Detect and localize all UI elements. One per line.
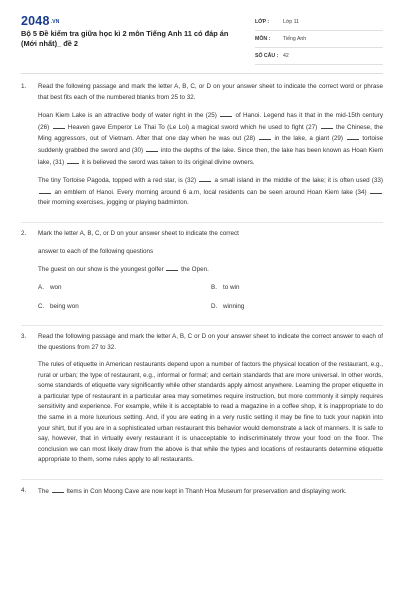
question-4 [21, 486, 383, 505]
question-2 [21, 229, 383, 319]
logo-sub: .VN [50, 18, 60, 25]
question-body [38, 82, 383, 216]
question-number: 2. [21, 229, 27, 237]
stem-text: Items in Con Moong Cave are now kept in Thanh Hoa Museum for preservation and displaying work. [66, 488, 347, 496]
meta-row-subject [255, 31, 383, 48]
answer-blank [347, 133, 359, 140]
question-divider [21, 325, 383, 326]
question-body [38, 229, 383, 319]
answer-blank [220, 110, 232, 117]
answer-blank [166, 264, 178, 271]
passage-text: Hoan Kiem Lake is an attractive body of water right in the (25) [38, 112, 217, 120]
option-text: winning [223, 303, 245, 311]
option-c[interactable] [38, 302, 211, 313]
question-number: 3. [21, 332, 27, 340]
answer-blank [67, 157, 79, 164]
meta-row-count [255, 48, 383, 65]
passage-paragraph-1 [38, 110, 383, 168]
option-letter: D. [211, 303, 218, 311]
answer-blank [39, 187, 51, 194]
stem-text: The guest on our show is the youngest golfer [38, 266, 164, 274]
question-divider [21, 479, 383, 480]
option-d[interactable] [211, 302, 383, 313]
passage-text: the Chinese, the Ming aggressors, out of Vietnam. After that one day when he was out (28) [38, 123, 383, 143]
passage-text: in the lake, a giant (29) [274, 135, 344, 143]
answer-blank [146, 145, 158, 152]
option-letter: C. [38, 303, 45, 311]
document-title: Bộ 5 Đề kiểm tra giữa học kì 2 môn Tiếng Anh 11 có đáp án (Mới nhất)_ đề 2 [21, 29, 229, 48]
answer-blank [370, 187, 382, 194]
option-a[interactable] [38, 283, 211, 294]
passage-text: into the depths of the lake. Since then, the lake has been known as Hoan Kiem lake, (31) [38, 146, 383, 166]
question-3 [21, 332, 383, 473]
meta-table [255, 14, 383, 65]
question-instruction-line-1: Mark the letter A, B, C, or D on your answer sheet to indicate the correct [38, 229, 239, 237]
passage-paragraph-2 [38, 175, 383, 209]
page-header [0, 0, 400, 66]
option-text: being won [50, 303, 79, 311]
question-stem [38, 486, 383, 498]
answer-blank [259, 133, 271, 140]
question-instruction: Read the following passage and mark the letter A, B, C, or D on your answer sheet to indicate the correct word or phrase that best fits each of the numbered blanks from 25 to 32. [38, 83, 383, 101]
meta-value: Lớp 11 [283, 19, 299, 25]
passage-text: their morning exercises, jogging or playing badminton. [38, 199, 189, 207]
passage-text: it is believed the sword was taken to its original divine owners. [81, 158, 255, 166]
question-body [38, 332, 383, 473]
meta-key: MÔN : [255, 36, 271, 42]
question-body [38, 486, 383, 505]
answer-options [38, 283, 383, 313]
meta-key: SỐ CÂU : [255, 53, 279, 59]
meta-value: 42 [283, 53, 289, 59]
logo-main: 2048 [21, 14, 50, 28]
question-stem [38, 264, 383, 276]
meta-row-class [255, 14, 383, 31]
header-divider [21, 73, 383, 74]
answer-blank [199, 175, 211, 182]
answer-blank [53, 122, 65, 129]
option-letter: B. [211, 283, 217, 291]
option-text: won [50, 283, 62, 291]
passage-paragraph: The rules of etiquette in American restaurants depend upon a number of factors the physical location of the restaurant, e.g., rural or urban; the type of restaurant, e.g., informal or formal; and certain standards that are more universal. In other words, some standards of etiquette vary significantly while other standards apply almost anywhere. Learning the proper etiquette in a particular type of restaurant in a particular area may sometimes require instruction, but more commonly it simply requires sensitivity and experience. For example, while it is acceptable to read a magazine in a coffee shop, it is inappropriate to do the same in a more luxurious setting. And, if you are eating in a very rustic setting it may be fine to tuck your napkin into your shirt, but if you are in a sophisticated urban restaurant this behavior would demonstrate a lack of manners. It is safe to say, however, that in virtually every restaurant it is unacceptable to indiscriminately throw your food on the floor. The conclusion we can most likely draw from the above is that while the types and locations of restaurants determine etiquette appropriate to them, some rules apply to all restaurants. [38, 361, 383, 464]
passage-text: Heaven gave Emperor Le Thai To (Le Loi) a magical sword which he used to fight (27) [67, 123, 318, 131]
option-b[interactable] [211, 283, 383, 294]
meta-key: LỚP : [255, 19, 270, 25]
question-instruction: Read the following passage and mark the letter A, B, C or D on your answer sheet to indicate the correct answer to each of the questions from 27 to 32. [38, 332, 383, 351]
question-divider [21, 222, 383, 223]
meta-value: Tiếng Anh [283, 36, 307, 42]
passage-text: The tiny Tortoise Pagoda, topped with a red star, is (32) [38, 177, 197, 185]
passage-text: a small island in the middle of the lake; it is often used (33) [214, 177, 384, 185]
questions-content [21, 82, 383, 505]
option-letter: A. [38, 283, 44, 291]
question-number: 1. [21, 83, 27, 90]
site-logo[interactable] [21, 14, 60, 28]
question-number: 4. [21, 487, 27, 495]
passage-text: tortoise suddenly grabbed the sword and (30) [38, 135, 383, 154]
answer-blank [52, 486, 64, 493]
question-1 [21, 82, 383, 216]
option-text: to win [223, 283, 240, 291]
stem-text: the Open. [181, 266, 209, 274]
passage-text: of Hanoi. Legend has it that in the mid-15th century (26) [38, 112, 383, 131]
stem-text: The [38, 488, 49, 496]
passage-text: an emblem of Hanoi. Every morning around 6 a.m, local residents can be seen around Hoan Kiem lake (34) [54, 188, 367, 196]
question-instruction-line-2: answer to each of the following questions [38, 247, 154, 255]
answer-blank [321, 122, 333, 129]
